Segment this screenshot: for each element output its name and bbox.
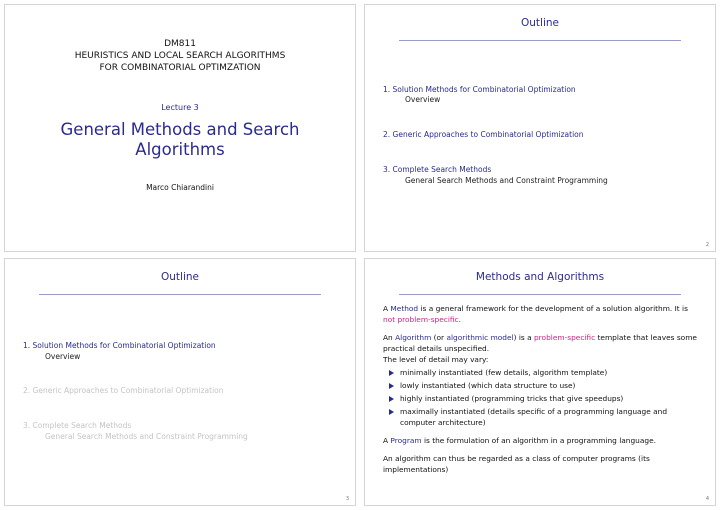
- toc-item-3[interactable]: 3. Complete Search Methods: [23, 421, 132, 430]
- course-code: DM811: [164, 39, 196, 49]
- term-method: Method: [390, 304, 419, 313]
- lecture-title-line1: General Methods and Search: [60, 120, 300, 139]
- text: A: [383, 304, 391, 313]
- term-program: Program: [390, 436, 422, 445]
- text: (or: [431, 333, 447, 342]
- term-algorithmic-model: algorithmic model: [446, 333, 514, 342]
- lecture-number: Lecture 3: [161, 103, 199, 112]
- toc-item-2[interactable]: 2. Generic Approaches to Combinatorial Optimization: [23, 386, 224, 395]
- list-item: [383, 380, 701, 391]
- bullet-text: minimally instantiated (few details, algorithm template): [400, 368, 608, 377]
- method-definition: [383, 303, 701, 325]
- page-number: 3: [345, 496, 349, 502]
- slide-title: [4, 4, 356, 252]
- term-algorithm: Algorithm: [395, 333, 432, 342]
- detail-level-intro: The level of detail may vary:: [383, 355, 489, 364]
- toc-item-1[interactable]: 1. Solution Methods for Combinatorial Optimization: [23, 341, 216, 350]
- slide-title: Outline: [161, 271, 199, 283]
- list-item: [383, 406, 701, 428]
- toc-item-1[interactable]: 1. Solution Methods for Combinatorial Optimization: [383, 85, 576, 94]
- detail-level-list: [383, 367, 701, 428]
- toc-subitem-general-search[interactable]: General Search Methods and Constraint Programming: [405, 176, 608, 185]
- slide-methods-algorithms: [364, 258, 716, 506]
- list-item: [383, 393, 701, 404]
- course-name-line2: FOR COMBINATORIAL OPTIMZATION: [99, 63, 261, 73]
- text: is a general framework for the development of a solution algorithm. It is: [418, 304, 688, 313]
- toc-item-3[interactable]: 3. Complete Search Methods: [383, 165, 492, 174]
- toc-item-2[interactable]: 2. Generic Approaches to Combinatorial Optimization: [383, 130, 584, 139]
- bullet-triangle-icon: [389, 396, 394, 402]
- toc-subitem-overview[interactable]: Overview: [405, 95, 441, 104]
- algorithm-definition: [383, 332, 701, 354]
- title-rule: [399, 294, 681, 295]
- page-number: 2: [705, 242, 709, 248]
- bullet-triangle-icon: [389, 409, 394, 415]
- term-not-problem-specific: not problem-specific: [383, 315, 459, 324]
- title-rule: [399, 40, 681, 41]
- slide-body: [383, 303, 701, 482]
- course-name-line1: HEURISTICS AND LOCAL SEARCH ALGORITHMS: [74, 51, 286, 61]
- slide-title: Outline: [521, 17, 559, 29]
- bullet-triangle-icon: [389, 370, 394, 376]
- term-problem-specific: problem-specific: [533, 333, 596, 342]
- slide-title: Methods and Algorithms: [475, 271, 605, 283]
- slide-outline-full: [364, 4, 716, 252]
- program-definition: [383, 435, 701, 446]
- title-rule: [39, 294, 321, 295]
- slide-outline-section1: [4, 258, 356, 506]
- toc-subitem-overview[interactable]: Overview: [45, 352, 81, 361]
- text: ) is a: [513, 333, 534, 342]
- bullet-text: lowly instantiated (which data structure to use): [400, 381, 576, 390]
- text: .: [458, 315, 461, 324]
- toc-subitem-general-search[interactable]: General Search Methods and Constraint Programming: [45, 432, 248, 441]
- text: An: [383, 333, 396, 342]
- algorithm-as-class: An algorithm can thus be regarded as a class of computer programs (its implementations): [383, 454, 650, 474]
- bullet-text: maximally instantiated (details specific of a programming language and computer architecture): [400, 407, 668, 427]
- bullet-text: highly instantiated (programming tricks that give speedups): [400, 394, 624, 403]
- text: is the formulation of an algorithm in a programming language.: [421, 436, 656, 445]
- page-number: 4: [705, 496, 709, 502]
- lecture-title-line2: Algorithms: [135, 140, 225, 159]
- text: A: [383, 436, 391, 445]
- author-name: Marco Chiarandini: [146, 183, 214, 192]
- list-item: [383, 367, 701, 378]
- text: template that leaves some practical details unspecified.: [383, 333, 697, 353]
- bullet-triangle-icon: [389, 383, 394, 389]
